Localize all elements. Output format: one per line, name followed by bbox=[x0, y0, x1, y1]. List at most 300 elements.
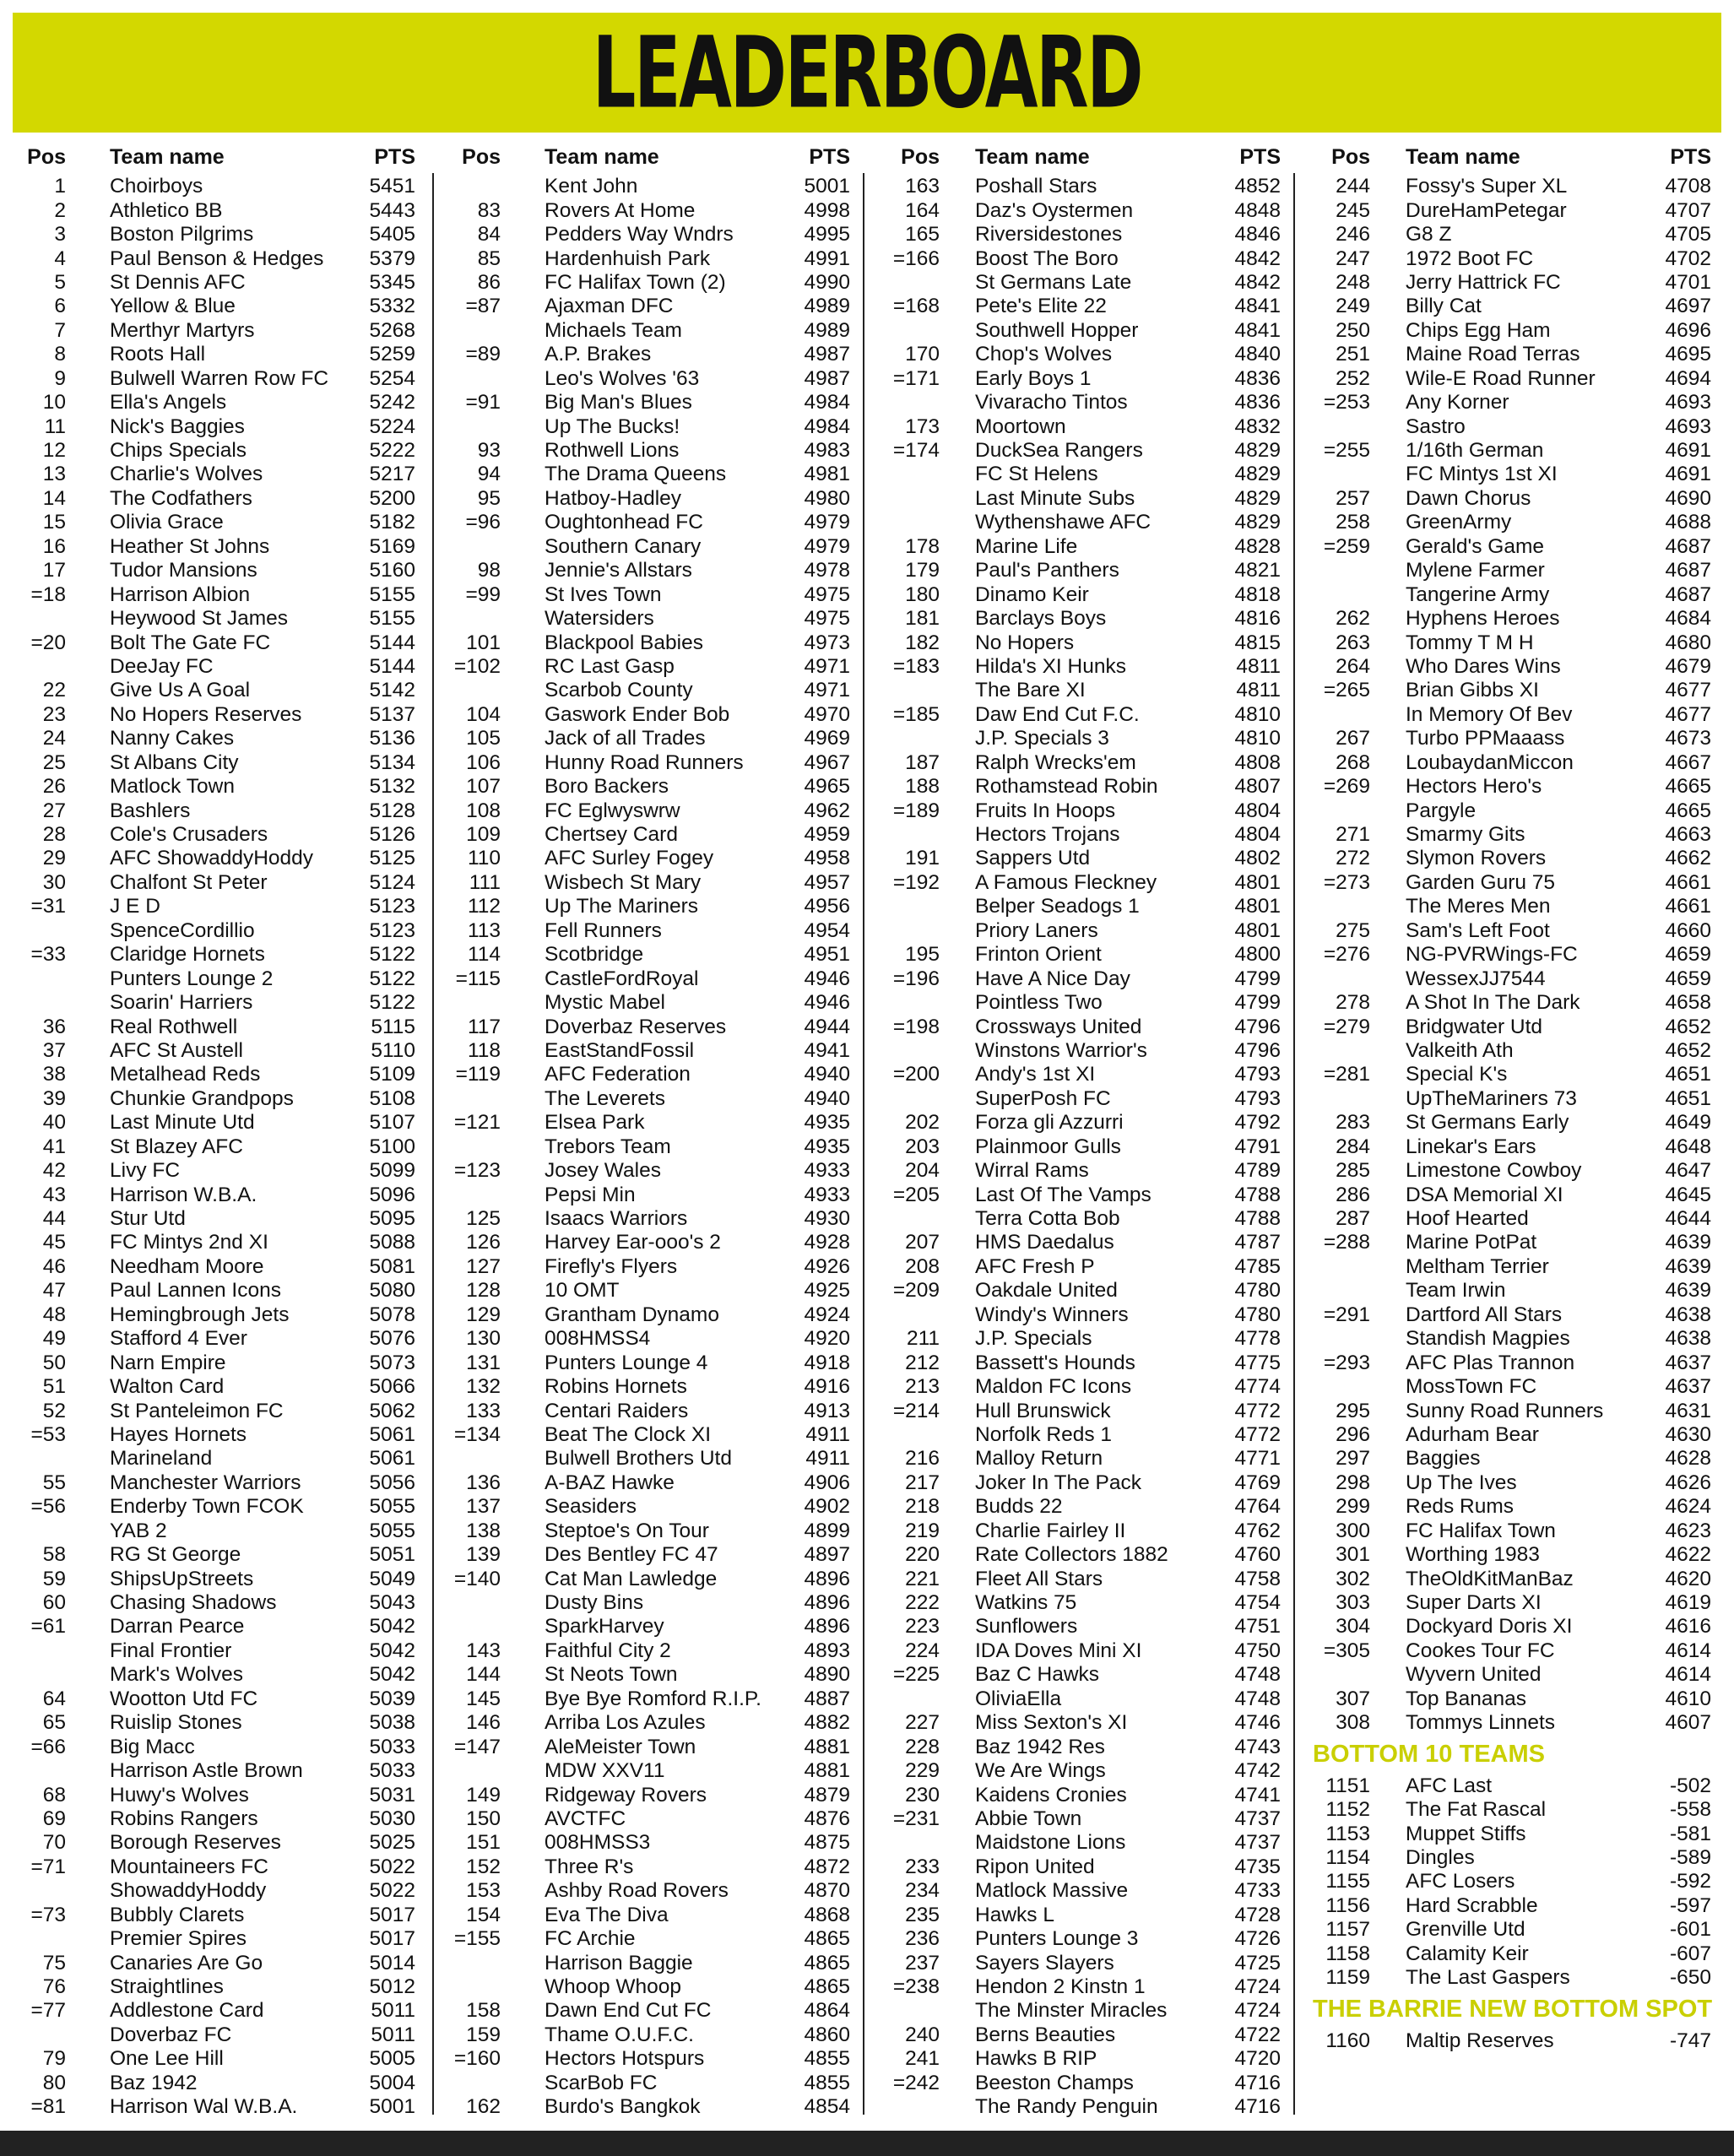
row-team-name: Fell Runners bbox=[545, 918, 662, 942]
table-row bbox=[882, 1423, 1281, 1447]
row-position: 59 bbox=[42, 1567, 66, 1590]
row-team-name: Harrison W.B.A. bbox=[110, 1183, 257, 1206]
row-points: 4881 bbox=[804, 1759, 850, 1783]
row-points: 4946 bbox=[804, 991, 850, 1015]
row-team-name: Bolt The Gate FC bbox=[110, 631, 271, 654]
row-points: 4852 bbox=[1234, 175, 1281, 198]
row-team-name: St Albans City bbox=[110, 750, 239, 774]
row-points: 4841 bbox=[1234, 295, 1281, 318]
row-team-name: Fleet All Stars bbox=[975, 1567, 1103, 1590]
row-position: =288 bbox=[1323, 1231, 1370, 1254]
row-points: 4811 bbox=[1236, 654, 1281, 678]
row-team-name: Adurham Bear bbox=[1406, 1422, 1539, 1446]
row-team-name: FC Halifax Town bbox=[1406, 1519, 1556, 1542]
row-position: =276 bbox=[1323, 943, 1370, 967]
table-row bbox=[17, 775, 415, 799]
row-points: 5254 bbox=[369, 366, 415, 390]
row-points: 4801 bbox=[1234, 895, 1281, 918]
table-row bbox=[452, 2023, 850, 2047]
table-row bbox=[452, 1567, 850, 1590]
table-row bbox=[452, 607, 850, 631]
row-points: 4870 bbox=[804, 1879, 850, 1903]
row-team-name: Tangerine Army bbox=[1406, 582, 1550, 606]
table-row bbox=[17, 1015, 415, 1038]
row-position: 138 bbox=[466, 1519, 501, 1542]
row-points: 4872 bbox=[804, 1855, 850, 1878]
row-points: 4741 bbox=[1234, 1783, 1281, 1807]
row-team-name: Seasiders bbox=[545, 1495, 637, 1519]
row-points: 4818 bbox=[1234, 582, 1281, 606]
row-position: 106 bbox=[466, 750, 501, 774]
row-team-name: Matlock Massive bbox=[975, 1879, 1129, 1903]
row-points: 4697 bbox=[1665, 295, 1711, 318]
row-team-name: Whoop Whoop bbox=[545, 1975, 682, 1999]
row-position: 14 bbox=[42, 486, 66, 510]
row-points: 5155 bbox=[369, 582, 415, 606]
row-points: 4748 bbox=[1234, 1663, 1281, 1687]
row-points: 4854 bbox=[804, 2095, 850, 2119]
table-row bbox=[17, 967, 415, 990]
row-points: 4804 bbox=[1234, 799, 1281, 822]
row-team-name: Dockyard Doris XI bbox=[1406, 1615, 1573, 1639]
table-row bbox=[1313, 1543, 1712, 1567]
row-points: 5155 bbox=[369, 607, 415, 631]
row-position: 1160 bbox=[1325, 2029, 1370, 2052]
table-row bbox=[17, 1591, 415, 1615]
row-team-name: ShowaddyHoddy bbox=[110, 1879, 267, 1903]
row-team-name: Garden Guru 75 bbox=[1406, 870, 1556, 894]
table-row bbox=[452, 2047, 850, 2071]
row-team-name: Needham Moore bbox=[110, 1254, 264, 1278]
row-points: 4989 bbox=[804, 295, 850, 318]
table-row bbox=[452, 1039, 850, 1063]
row-team-name: The Minster Miracles bbox=[975, 1999, 1168, 2023]
row-team-name: Metalhead Reds bbox=[110, 1063, 261, 1086]
row-team-name: Oakdale United bbox=[975, 1279, 1118, 1303]
table-row bbox=[1313, 1495, 1712, 1519]
row-position: 50 bbox=[42, 1351, 66, 1374]
row-position: =253 bbox=[1323, 391, 1370, 414]
column-divider bbox=[863, 173, 864, 2115]
row-team-name: Kent John bbox=[545, 175, 638, 198]
table-row bbox=[1313, 991, 1712, 1015]
row-position: 49 bbox=[42, 1327, 66, 1351]
table-row bbox=[452, 1111, 850, 1135]
row-points: 4649 bbox=[1665, 1111, 1711, 1135]
row-team-name: Slymon Rovers bbox=[1406, 847, 1547, 870]
table-row bbox=[882, 271, 1281, 295]
row-position: =200 bbox=[892, 1063, 940, 1086]
table-row bbox=[1313, 1918, 1712, 1942]
table-row bbox=[1313, 1663, 1712, 1687]
row-team-name: ShipsUpStreets bbox=[110, 1567, 254, 1590]
row-team-name: Hilda's XI Hunks bbox=[975, 654, 1126, 678]
row-team-name: Pepsi Min bbox=[545, 1183, 636, 1206]
row-points: 5268 bbox=[369, 318, 415, 342]
row-team-name: Athletico BB bbox=[110, 198, 223, 222]
row-team-name: Enderby Town FCOK bbox=[110, 1495, 304, 1519]
row-position: 98 bbox=[477, 559, 501, 582]
bottom-teams-heading: BOTTOM 10 TEAMS bbox=[1313, 1740, 1545, 1768]
row-position: 213 bbox=[905, 1375, 940, 1399]
header-pts: PTS bbox=[374, 144, 415, 169]
row-position: 84 bbox=[477, 223, 501, 246]
row-points: 4716 bbox=[1234, 2095, 1281, 2119]
row-position: 93 bbox=[477, 439, 501, 463]
row-position: 80 bbox=[42, 2071, 66, 2094]
row-position: 158 bbox=[466, 1999, 501, 2023]
row-team-name: Pargyle bbox=[1406, 799, 1477, 822]
row-team-name: The Codfathers bbox=[110, 486, 252, 510]
row-team-name: Hull Brunswick bbox=[975, 1399, 1111, 1422]
row-points: 5014 bbox=[369, 1951, 415, 1975]
table-row bbox=[17, 1927, 415, 1951]
row-team-name: Reds Rums bbox=[1406, 1495, 1514, 1519]
row-position: 303 bbox=[1336, 1591, 1370, 1615]
row-points: 4810 bbox=[1234, 702, 1281, 726]
row-points: 4848 bbox=[1234, 198, 1281, 222]
row-team-name: Malloy Return bbox=[975, 1447, 1103, 1471]
row-position: =225 bbox=[892, 1663, 940, 1687]
table-row bbox=[882, 1831, 1281, 1855]
row-points: 4925 bbox=[804, 1279, 850, 1303]
table-row bbox=[452, 919, 850, 943]
row-points: 4754 bbox=[1234, 1591, 1281, 1615]
row-position: 42 bbox=[42, 1159, 66, 1183]
row-team-name: Ajaxman DFC bbox=[545, 295, 674, 318]
row-points: 5022 bbox=[369, 1879, 415, 1903]
row-position: 118 bbox=[467, 1038, 501, 1062]
table-row bbox=[17, 655, 415, 679]
row-team-name: St Panteleimon FC bbox=[110, 1399, 284, 1422]
row-position: 133 bbox=[466, 1399, 501, 1422]
table-row bbox=[882, 2095, 1281, 2119]
row-position: 16 bbox=[42, 534, 66, 558]
row-position: 1152 bbox=[1325, 1798, 1370, 1822]
row-position: 228 bbox=[905, 1735, 940, 1758]
row-team-name: Grenville Utd bbox=[1406, 1918, 1525, 1942]
row-position: 109 bbox=[466, 823, 501, 847]
row-points: 4673 bbox=[1665, 727, 1711, 750]
table-row bbox=[882, 1375, 1281, 1399]
table-row bbox=[452, 295, 850, 318]
row-position: =269 bbox=[1323, 775, 1370, 799]
row-points: 4687 bbox=[1665, 534, 1711, 558]
row-team-name: Hectors Trojans bbox=[975, 823, 1120, 847]
row-position: =123 bbox=[453, 1159, 501, 1183]
row-team-name: Muppet Stiffs bbox=[1406, 1822, 1526, 1845]
row-points: 4935 bbox=[804, 1111, 850, 1135]
table-row bbox=[1313, 271, 1712, 295]
row-points: 4647 bbox=[1665, 1159, 1711, 1183]
row-position: 218 bbox=[905, 1495, 940, 1519]
row-team-name: FC Halifax Town (2) bbox=[545, 270, 726, 294]
row-points: 4967 bbox=[804, 750, 850, 774]
row-team-name: Team Irwin bbox=[1406, 1279, 1506, 1303]
row-team-name: Jennie's Allstars bbox=[545, 559, 692, 582]
table-row bbox=[452, 751, 850, 775]
row-points: 5017 bbox=[369, 1903, 415, 1926]
row-points: 4796 bbox=[1234, 1038, 1281, 1062]
row-team-name: Thame O.U.F.C. bbox=[545, 2023, 694, 2046]
row-position: 1158 bbox=[1325, 1942, 1370, 1965]
row-points: 5100 bbox=[369, 1135, 415, 1158]
table-row bbox=[17, 847, 415, 870]
row-position: =183 bbox=[892, 654, 940, 678]
row-team-name: Big Macc bbox=[110, 1735, 195, 1758]
row-points: 4772 bbox=[1234, 1422, 1281, 1446]
table-row bbox=[17, 631, 415, 654]
row-points: 4802 bbox=[1234, 847, 1281, 870]
row-team-name: Cat Man Lawledge bbox=[545, 1567, 718, 1590]
row-position: 26 bbox=[42, 775, 66, 799]
row-team-name: Last Minute Subs bbox=[975, 486, 1135, 510]
table-row bbox=[1313, 1303, 1712, 1327]
table-row bbox=[1313, 295, 1712, 318]
table-row bbox=[17, 799, 415, 822]
table-row bbox=[882, 1591, 1281, 1615]
row-points: 4836 bbox=[1234, 366, 1281, 390]
row-points: -581 bbox=[1669, 1822, 1711, 1845]
leaderboard-column-3 bbox=[882, 139, 1281, 2119]
row-position: 107 bbox=[466, 775, 501, 799]
row-team-name: IDA Doves Mini XI bbox=[975, 1639, 1142, 1662]
row-position: 55 bbox=[42, 1471, 66, 1494]
row-position: 137 bbox=[466, 1495, 501, 1519]
table-row bbox=[452, 1327, 850, 1351]
row-points: -589 bbox=[1669, 1845, 1711, 1869]
row-position: 83 bbox=[477, 198, 501, 222]
row-team-name: Mylene Farmer bbox=[1406, 559, 1545, 582]
table-row bbox=[452, 1663, 850, 1687]
table-row bbox=[452, 799, 850, 822]
row-team-name: 1972 Boot FC bbox=[1406, 246, 1534, 270]
row-points: 5242 bbox=[369, 391, 415, 414]
row-points: 4970 bbox=[804, 702, 850, 726]
row-points: 4879 bbox=[804, 1783, 850, 1807]
row-points: 4946 bbox=[804, 967, 850, 990]
row-team-name: Top Bananas bbox=[1406, 1687, 1527, 1710]
row-team-name: Daw End Cut F.C. bbox=[975, 702, 1140, 726]
row-points: 5017 bbox=[369, 1927, 415, 1951]
row-position: 127 bbox=[466, 1254, 501, 1278]
row-points: 4733 bbox=[1234, 1879, 1281, 1903]
table-row bbox=[452, 582, 850, 606]
row-points: 5061 bbox=[369, 1447, 415, 1471]
table-row bbox=[17, 2095, 415, 2119]
row-position: =31 bbox=[30, 895, 66, 918]
row-position: =231 bbox=[892, 1807, 940, 1830]
row-team-name: Up The Ives bbox=[1406, 1471, 1517, 1494]
row-points: 4995 bbox=[804, 223, 850, 246]
row-team-name: Harrison Albion bbox=[110, 582, 251, 606]
row-points: 4762 bbox=[1234, 1519, 1281, 1542]
row-position: 219 bbox=[905, 1519, 940, 1542]
table-row bbox=[1313, 1231, 1712, 1254]
table-row bbox=[882, 1159, 1281, 1183]
table-row bbox=[882, 1327, 1281, 1351]
row-team-name: Boston Pilgrims bbox=[110, 223, 254, 246]
row-team-name: Give Us A Goal bbox=[110, 679, 251, 702]
table-row bbox=[452, 1759, 850, 1783]
table-row bbox=[452, 487, 850, 511]
table-row bbox=[17, 223, 415, 246]
row-team-name: Roots Hall bbox=[110, 343, 206, 366]
row-team-name: Baz 1942 Res bbox=[975, 1735, 1105, 1758]
row-points: 4775 bbox=[1234, 1351, 1281, 1374]
row-team-name: Early Boys 1 bbox=[975, 366, 1092, 390]
row-position: 252 bbox=[1336, 366, 1370, 390]
row-team-name: SuperPosh FC bbox=[975, 1086, 1111, 1110]
row-position: 27 bbox=[42, 799, 66, 822]
table-row bbox=[452, 967, 850, 990]
table-row bbox=[1313, 1711, 1712, 1735]
row-points: 4658 bbox=[1665, 991, 1711, 1015]
table-row bbox=[452, 367, 850, 391]
row-team-name: In Memory Of Bev bbox=[1406, 702, 1573, 726]
row-team-name: Addlestone Card bbox=[110, 1999, 264, 2023]
row-team-name: Hemingbrough Jets bbox=[110, 1303, 290, 1326]
row-points: 4951 bbox=[804, 943, 850, 967]
row-team-name: Rate Collectors 1882 bbox=[975, 1543, 1168, 1567]
table-row bbox=[1313, 919, 1712, 943]
row-team-name: Windy's Winners bbox=[975, 1303, 1129, 1326]
row-team-name: Dusty Bins bbox=[545, 1591, 644, 1615]
row-points: 5169 bbox=[369, 534, 415, 558]
table-row bbox=[17, 751, 415, 775]
row-points: 4829 bbox=[1234, 463, 1281, 486]
table-row bbox=[17, 1904, 415, 1927]
row-points: -650 bbox=[1669, 1966, 1711, 1990]
row-team-name: Last Minute Utd bbox=[110, 1111, 255, 1135]
table-row bbox=[452, 871, 850, 895]
row-points: 4959 bbox=[804, 823, 850, 847]
row-team-name: Hatboy-Hadley bbox=[545, 486, 682, 510]
header-pts: PTS bbox=[1670, 144, 1711, 169]
table-row bbox=[882, 1927, 1281, 1951]
table-row bbox=[882, 1855, 1281, 1879]
row-team-name: St Germans Late bbox=[975, 270, 1132, 294]
row-position: 1155 bbox=[1325, 1870, 1370, 1893]
row-team-name: Isaacs Warriors bbox=[545, 1207, 688, 1231]
row-position: 212 bbox=[905, 1351, 940, 1374]
row-team-name: Heather St Johns bbox=[110, 534, 270, 558]
row-position: =99 bbox=[465, 582, 501, 606]
table-row bbox=[882, 1999, 1281, 2023]
row-team-name: No Hopers bbox=[975, 631, 1075, 654]
table-row bbox=[452, 175, 850, 198]
row-points: 5025 bbox=[369, 1831, 415, 1855]
row-position: 301 bbox=[1336, 1543, 1370, 1567]
row-points: -592 bbox=[1669, 1870, 1711, 1893]
row-points: 4661 bbox=[1665, 870, 1711, 894]
row-points: 5033 bbox=[369, 1759, 415, 1783]
row-points: 4865 bbox=[804, 1951, 850, 1975]
row-points: 4793 bbox=[1234, 1063, 1281, 1086]
row-position: =71 bbox=[30, 1855, 66, 1878]
row-team-name: Chips Egg Ham bbox=[1406, 318, 1551, 342]
table-row bbox=[1313, 1639, 1712, 1663]
row-position: 68 bbox=[42, 1783, 66, 1807]
row-position: =273 bbox=[1323, 870, 1370, 894]
row-points: 4829 bbox=[1234, 486, 1281, 510]
table-row bbox=[882, 582, 1281, 606]
row-points: 4737 bbox=[1234, 1807, 1281, 1830]
table-row bbox=[452, 1399, 850, 1422]
table-row bbox=[452, 2095, 850, 2119]
table-row bbox=[17, 1399, 415, 1422]
table-row bbox=[17, 487, 415, 511]
row-points: 4665 bbox=[1665, 775, 1711, 799]
row-points: 4799 bbox=[1234, 991, 1281, 1015]
row-team-name: Chertsey Card bbox=[545, 823, 678, 847]
row-position: 38 bbox=[42, 1063, 66, 1086]
row-points: 4860 bbox=[804, 2023, 850, 2046]
row-position: =281 bbox=[1323, 1063, 1370, 1086]
row-team-name: Maltip Reserves bbox=[1406, 2029, 1554, 2052]
row-team-name: Wile-E Road Runner bbox=[1406, 366, 1596, 390]
row-position: 60 bbox=[42, 1591, 66, 1615]
row-points: 4701 bbox=[1665, 270, 1711, 294]
row-team-name: Baz 1942 bbox=[110, 2071, 198, 2094]
row-points: 5033 bbox=[369, 1735, 415, 1758]
row-points: 4807 bbox=[1234, 775, 1281, 799]
column-divider bbox=[1293, 173, 1295, 2115]
table-row bbox=[1313, 1351, 1712, 1374]
row-points: 4987 bbox=[804, 366, 850, 390]
row-position: 296 bbox=[1336, 1422, 1370, 1446]
row-position: 126 bbox=[466, 1231, 501, 1254]
row-team-name: Hawks B RIP bbox=[975, 2047, 1097, 2071]
table-row bbox=[17, 1567, 415, 1590]
row-position: 143 bbox=[466, 1639, 501, 1662]
row-team-name: A.P. Brakes bbox=[545, 343, 652, 366]
table-row bbox=[17, 1207, 415, 1231]
row-team-name: Rothwell Lions bbox=[545, 439, 680, 463]
row-team-name: Linekar's Ears bbox=[1406, 1135, 1536, 1158]
table-row bbox=[17, 2047, 415, 2071]
row-points: 4933 bbox=[804, 1183, 850, 1206]
row-position: 272 bbox=[1336, 847, 1370, 870]
row-points: 5099 bbox=[369, 1159, 415, 1183]
row-position: 1151 bbox=[1325, 1774, 1370, 1797]
table-row bbox=[17, 1087, 415, 1111]
row-points: 4842 bbox=[1234, 270, 1281, 294]
row-team-name: Hoof Hearted bbox=[1406, 1207, 1529, 1231]
row-position: 85 bbox=[477, 246, 501, 270]
row-points: 4983 bbox=[804, 439, 850, 463]
row-team-name: Ella's Angels bbox=[110, 391, 227, 414]
row-position: 262 bbox=[1336, 607, 1370, 631]
table-row bbox=[882, 655, 1281, 679]
row-position: 48 bbox=[42, 1303, 66, 1326]
row-position: 264 bbox=[1336, 654, 1370, 678]
row-team-name: Real Rothwell bbox=[110, 1015, 238, 1038]
row-position: 233 bbox=[905, 1855, 940, 1878]
table-row bbox=[1313, 823, 1712, 847]
row-position: 105 bbox=[466, 727, 501, 750]
row-team-name: FC Eglwyswrw bbox=[545, 799, 680, 822]
row-points: 4855 bbox=[804, 2071, 850, 2094]
row-position: 247 bbox=[1336, 246, 1370, 270]
row-points: 4622 bbox=[1665, 1543, 1711, 1567]
row-position: 150 bbox=[466, 1807, 501, 1830]
table-row bbox=[17, 1183, 415, 1206]
row-points: 5110 bbox=[371, 1038, 415, 1062]
row-points: 4991 bbox=[804, 246, 850, 270]
row-position: 286 bbox=[1336, 1183, 1370, 1206]
row-points: 4722 bbox=[1234, 2023, 1281, 2046]
